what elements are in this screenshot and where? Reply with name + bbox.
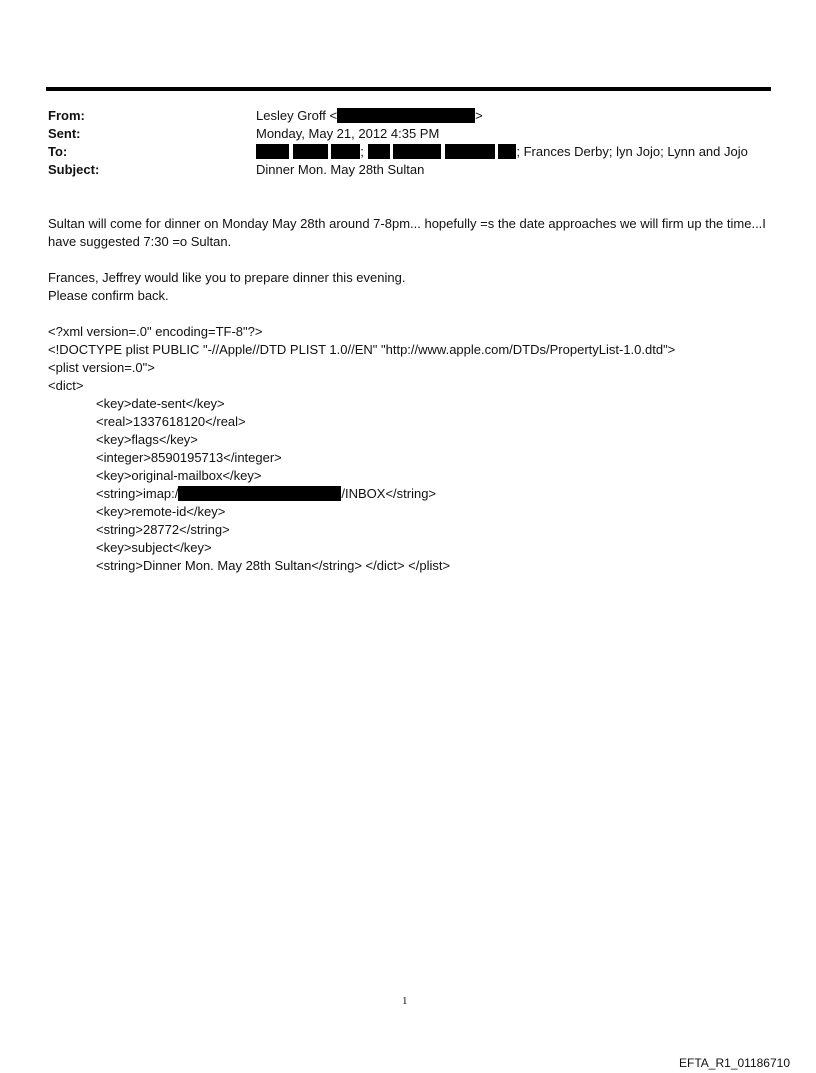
to-separator: ; [360, 144, 364, 159]
xml-line: <key>subject</key> [96, 540, 212, 555]
xml-line: <real>1337618120</real> [96, 414, 246, 429]
xml-line: <dict> [48, 378, 84, 393]
from-close: > [475, 108, 483, 123]
page-number: 1 [402, 995, 408, 1007]
sent-row [48, 125, 778, 143]
subject-value: Dinner Mon. May 28th Sultan [256, 162, 425, 177]
redaction-block [331, 144, 360, 159]
to-recipients: ; Frances Derby; lyn Jojo; Lynn and Jojo [516, 144, 748, 159]
xml-line: <!DOCTYPE plist PUBLIC "-//Apple//DTD PLIST 1.0//EN" "http://www.apple.com/DTDs/PropertyList-1.0.dtd"> [48, 342, 676, 357]
document-id: EFTA_R1_01186710 [679, 1056, 790, 1070]
xml-line: <?xml version=.0" encoding=TF-8"?> [48, 324, 263, 339]
xml-line: <string>28772</string> [96, 522, 230, 537]
redaction-block [498, 144, 516, 159]
redaction-block [445, 144, 495, 159]
plist-xml-block [48, 323, 675, 575]
xml-line: <integer>8590195713</integer> [96, 450, 282, 465]
redaction-block [256, 144, 289, 159]
redaction-block [393, 144, 441, 159]
from-value [256, 107, 483, 125]
xml-line: <key>date-sent</key> [96, 396, 225, 411]
subject-label: Subject: [48, 162, 100, 177]
redaction-block [178, 486, 341, 501]
to-value [256, 143, 748, 161]
email-body [48, 215, 773, 269]
redaction-block [337, 108, 475, 123]
xml-line: <plist version=.0"> [48, 360, 155, 375]
xml-line: <key>remote-id</key> [96, 504, 226, 519]
redaction-block [293, 144, 328, 159]
redaction-block [368, 144, 390, 159]
header-rule [46, 87, 771, 91]
sent-value: Monday, May 21, 2012 4:35 PM [256, 126, 440, 141]
xml-line-mailbox [48, 485, 675, 503]
xml-fragment: <string>imap:/ [96, 486, 179, 501]
to-row [48, 143, 778, 161]
sent-label: Sent: [48, 126, 81, 141]
to-label: To: [48, 144, 68, 159]
xml-line: <key>original-mailbox</key> [96, 468, 262, 483]
body-line: Frances, Jeffrey would like you to prepare dinner this evening. [48, 270, 406, 285]
body-line: Please confirm back. [48, 288, 169, 303]
from-label: From: [48, 108, 85, 123]
xml-line: <string>Dinner Mon. May 28th Sultan</string> </dict> </plist> [96, 558, 451, 573]
email-header [48, 107, 778, 179]
xml-line: <key>flags</key> [96, 432, 198, 447]
email-body-second [48, 269, 773, 305]
subject-row [48, 161, 778, 179]
xml-fragment: /INBOX</string> [341, 486, 437, 501]
from-name: Lesley Groff < [256, 108, 338, 123]
from-row [48, 107, 778, 125]
body-paragraph: Sultan will come for dinner on Monday May 28th around 7-8pm... hopefully =s the date approaches we will firm up the time...I have suggested 7:30 =o Sultan. [48, 216, 766, 249]
